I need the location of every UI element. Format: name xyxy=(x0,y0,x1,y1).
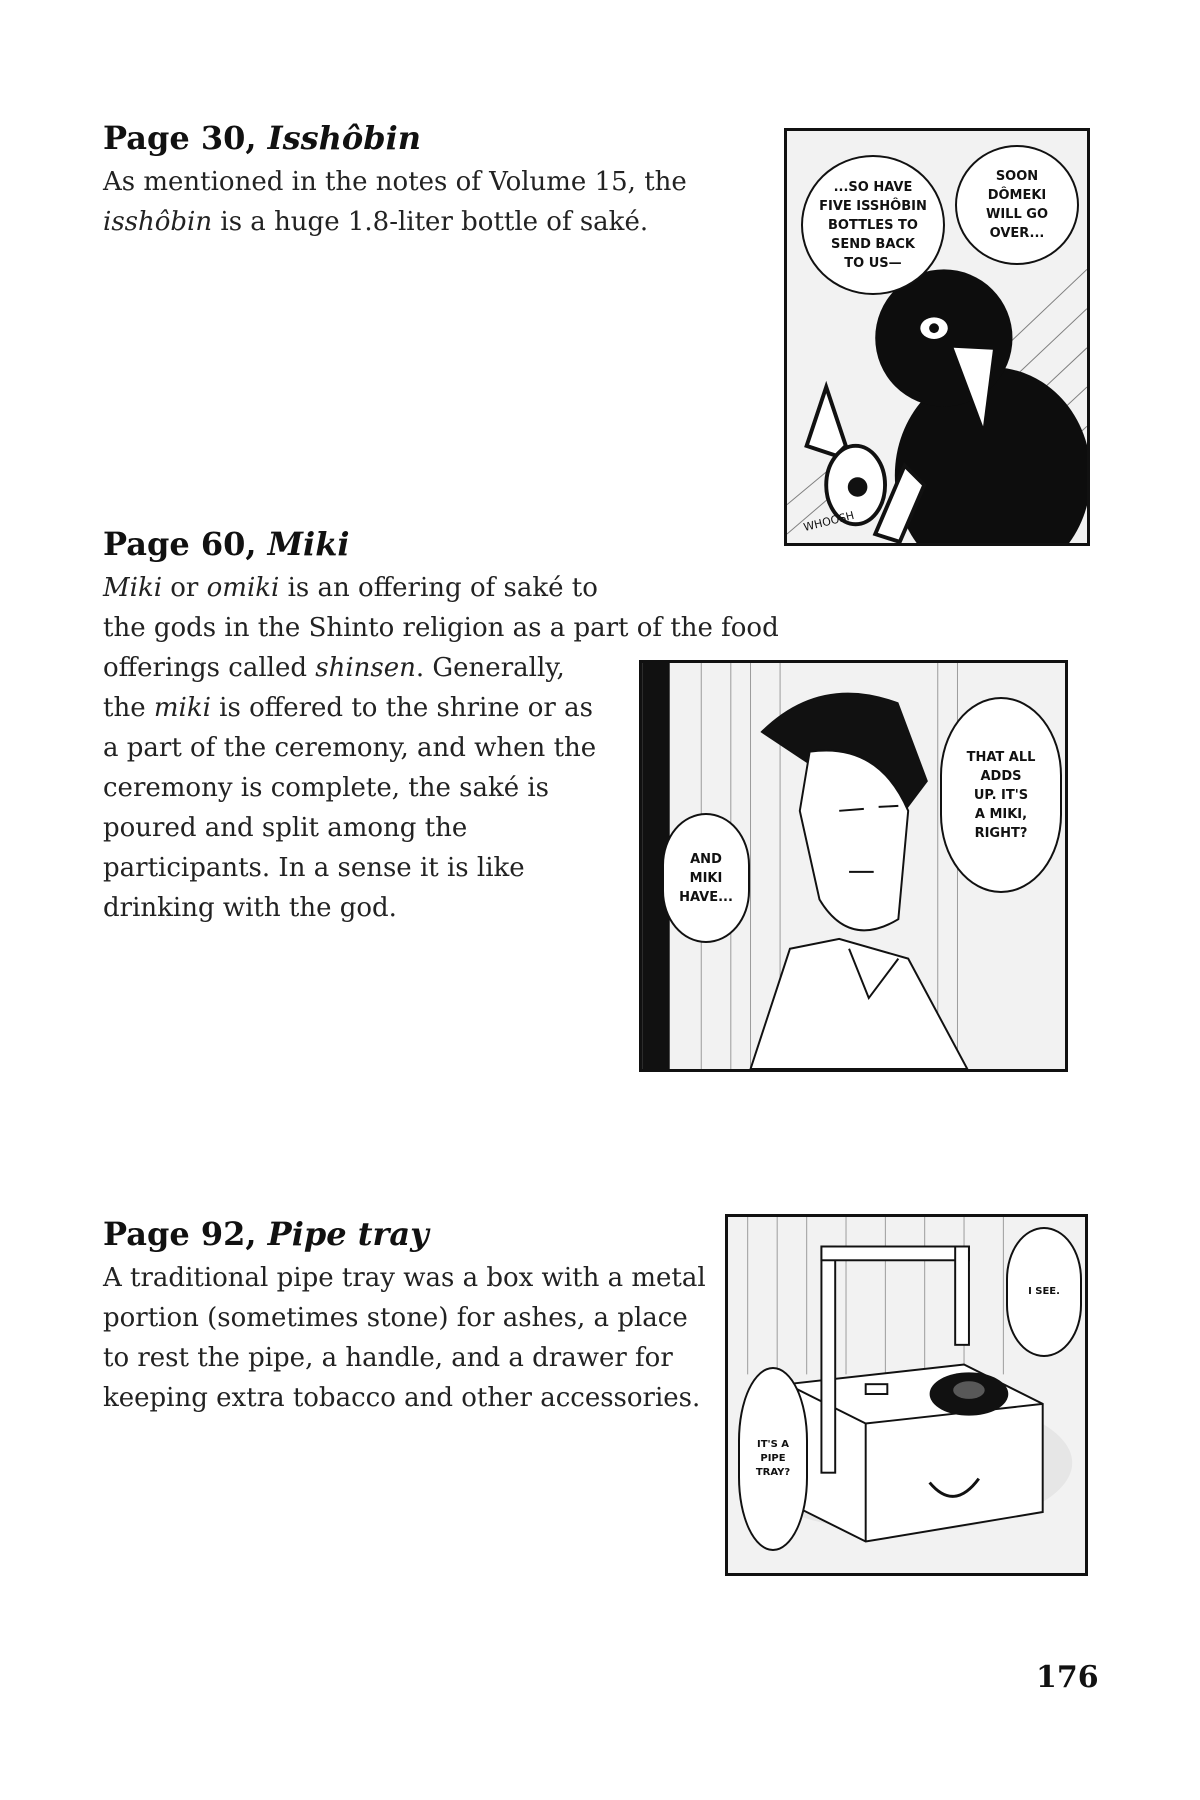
note-body-isshobin xyxy=(103,162,743,242)
text-line: poured and split among the xyxy=(103,813,468,843)
note-heading-isshobin: Page 30, Isshôbin xyxy=(103,119,422,157)
speech-bubble: I SEE. xyxy=(1006,1227,1082,1357)
sound-effect: WHOOSH xyxy=(802,508,856,535)
speech-bubble: THAT ALL ADDS UP. IT'S A MIKI, RIGHT? xyxy=(940,697,1062,893)
text-line: portion (sometimes stone) for ashes, a place xyxy=(103,1303,688,1333)
text-line: participants. In a sense it is like xyxy=(103,853,525,883)
italic-term: omiki xyxy=(206,573,280,603)
note-heading-pipe-tray: Page 92, Pipe tray xyxy=(103,1215,429,1253)
italic-term: shinsen xyxy=(315,653,416,683)
text-line: drinking with the god. xyxy=(103,893,397,923)
text-line: A traditional pipe tray was a box with a metal xyxy=(103,1263,706,1293)
text-line: Miki or omiki is an offering of saké to xyxy=(103,573,598,603)
text-line: As mentioned in the notes of Volume 15, the xyxy=(103,167,687,197)
text-line: isshôbin is a huge 1.8-liter bottle of saké. xyxy=(103,207,649,237)
text-line: the gods in the Shinto religion as a part of the food xyxy=(103,613,779,643)
note-body-pipe-tray xyxy=(103,1258,723,1418)
text-line: a part of the ceremony, and when the xyxy=(103,733,597,763)
italic-term: Miki xyxy=(103,573,163,603)
text-line: to rest the pipe, a handle, and a drawer for xyxy=(103,1343,673,1373)
italic-term: miki xyxy=(153,693,211,723)
speech-bubble: AND MIKI HAVE... xyxy=(662,813,750,943)
manga-panel-pipe-tray xyxy=(725,1214,1088,1576)
text-line: offerings called shinsen. Generally, xyxy=(103,653,565,683)
manga-panel-crow xyxy=(784,128,1090,546)
note-heading-miki: Page 60, Miki xyxy=(103,525,350,563)
manga-panel-domeki xyxy=(639,660,1068,1072)
italic-term: isshôbin xyxy=(103,207,213,237)
text-line: the miki is offered to the shrine or as xyxy=(103,693,593,723)
speech-bubble: IT'S A PIPE TRAY? xyxy=(738,1367,808,1551)
text-line: ceremony is complete, the saké is xyxy=(103,773,550,803)
speech-bubble: SOON DÔMEKI WILL GO OVER... xyxy=(955,145,1079,265)
speech-bubble: ...SO HAVE FIVE ISSHÔBIN BOTTLES TO SEND BACK TO US— xyxy=(801,155,945,295)
text-line: keeping extra tobacco and other accessories. xyxy=(103,1383,701,1413)
page-number: 176 xyxy=(1036,1660,1099,1695)
